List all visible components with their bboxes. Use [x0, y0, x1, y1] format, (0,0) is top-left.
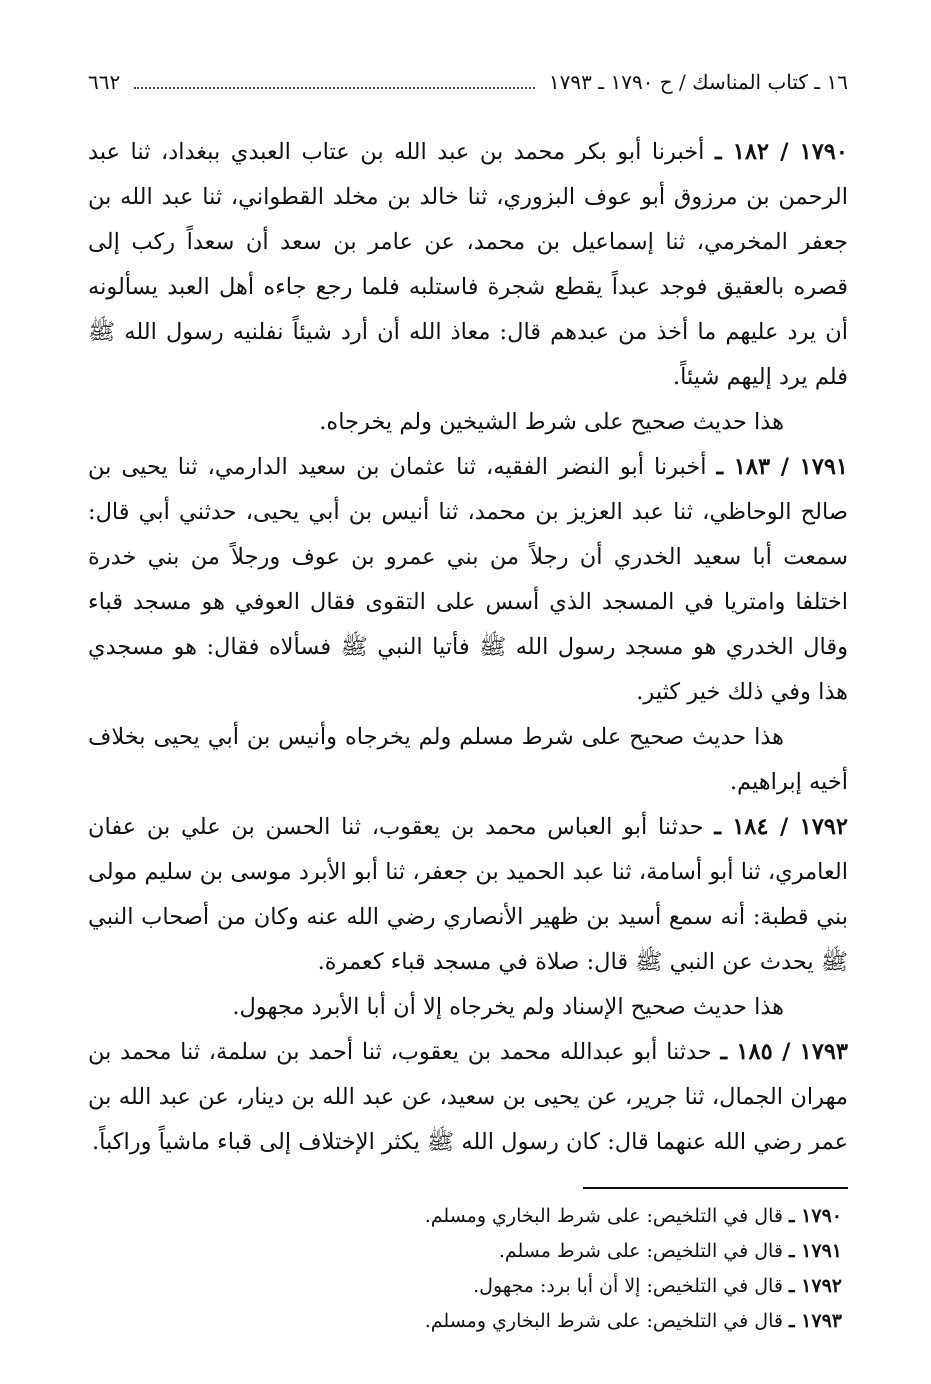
running-title: ١٦ ـ كتاب المناسك / ح ١٧٩٠ ـ ١٧٩٣: [548, 70, 848, 94]
hadith-text: حدثنا أبو العباس محمد بن يعقوب، ثنا الحسن بن علي بن عفان العامري، ثنا أبو أسامة، ثنا عبد الحميد بن جعفر، ثنا أبو الأبرد موسى بن سليم مولى بني قطبة: أنه سمع أسيد بن ظهير الأنصاري رضي الله عنه وكان من أصحاب النبي ﷺ يحدث عن النبي ﷺ قال: صلاة في مسجد قباء كعمرة.: [88, 814, 848, 975]
hadith-text: أخبرنا أبو بكر محمد بن عبد الله بن عتاب العبدي ببغداد، ثنا عبد الرحمن بن مرزوق أبو عوف البزوري، ثنا خالد بن مخلد القطواني، ثنا عبد الله بن جعفر المخرمي، ثنا إسماعيل بن محمد، عن عامر بن سعد أن سعداً ركب إلى قصره بالعقيق فوجد عبداً يقطع شجرة فاستلبه فلما رجع جاءه أهل العبد يسألونه أن يرد عليهم ما أخذ من عبدهم قال: معاذ الله أن أرد شيئاً نفلنيه رسول الله ﷺ فلم يرد إليهم شيئاً.: [88, 139, 848, 390]
footnote-1793: [88, 1304, 842, 1339]
footnote-number: ١٧٩٢ ـ: [788, 1275, 842, 1297]
hadith-number: ١٧٩١ / ١٨٣ ـ: [716, 454, 848, 480]
footnote-separator: [583, 1187, 848, 1189]
hadith-number: ١٧٩٣ / ١٨٥ ـ: [720, 1039, 849, 1065]
hadith-1792-comment: هذا حديث صحيح الإسناد ولم يخرجاه إلا أن أبا الأبرد مجهول.: [232, 994, 784, 1020]
footnote-text: قال في التلخيص: على شرط مسلم.: [498, 1240, 783, 1262]
footnote-number: ١٧٩٠ ـ: [788, 1205, 842, 1227]
book-page: [88, 70, 848, 1339]
footnotes: [88, 1199, 842, 1339]
main-text: [88, 130, 848, 1165]
page-number: ٦٦٢: [88, 70, 121, 94]
footnote-number: ١٧٩١ ـ: [788, 1240, 842, 1262]
footnote-1792: [88, 1269, 842, 1304]
footnote-1791: [88, 1234, 842, 1269]
hadith-1790-comment: هذا حديث صحيح على شرط الشيخين ولم يخرجاه.: [319, 409, 784, 435]
footnote-text: قال في التلخيص: على شرط البخاري ومسلم.: [424, 1205, 783, 1227]
hadith-text: أخبرنا أبو النضر الفقيه، ثنا عثمان بن سعيد الدارمي، ثنا يحيى بن صالح الوحاظي، ثنا عبد العزيز بن محمد، ثنا أنيس بن أبي يحيى، حدثني أبي قال: سمعت أبا سعيد الخدري أن رجلاً من بني عمرو بن عوف ورجلاً من بني خدرة اختلفا وامتريا في المسجد الذي أسس على التقوى فقال العوفي هو مسجد قباء وقال الخدري هو مسجد رسول الله ﷺ فأتيا النبي ﷺ فسألاه فقال: هو مسجدي هذا وفي ذلك خير كثير.: [88, 454, 848, 705]
footnote-text: قال في التلخيص: إلا أن أبا برد: مجهول.: [473, 1275, 783, 1297]
hadith-1790: [88, 130, 848, 400]
footnote-number: ١٧٩٣ ـ: [788, 1310, 842, 1332]
header-dot-leader: [134, 75, 535, 89]
hadith-number: ١٧٩٠ / ١٨٢ ـ: [714, 139, 848, 165]
hadith-number: ١٧٩٢ / ١٨٤ ـ: [714, 814, 848, 840]
hadith-1791-comment: هذا حديث صحيح على شرط مسلم ولم يخرجاه وأنيس بن أبي يحيى بخلاف أخيه إبراهيم.: [88, 724, 848, 795]
footnote-1790: [88, 1199, 842, 1234]
hadith-text: حدثنا أبو عبدالله محمد بن يعقوب، ثنا أحمد بن سلمة، ثنا محمد بن مهران الجمال، ثنا جرير، عن يحيى بن سعيد، عن عبد الله بن دينار، عن عبد الله بن عمر رضي الله عنهما قال: كان رسول الله ﷺ يكثر الإختلاف إلى قباء ماشياً وراكباً.: [88, 1039, 848, 1155]
running-header: [88, 70, 848, 110]
footnote-text: قال في التلخيص: على شرط البخاري ومسلم.: [424, 1310, 783, 1332]
hadith-1793: [88, 1030, 848, 1165]
hadith-1792: [88, 805, 848, 985]
hadith-1791: [88, 445, 848, 715]
